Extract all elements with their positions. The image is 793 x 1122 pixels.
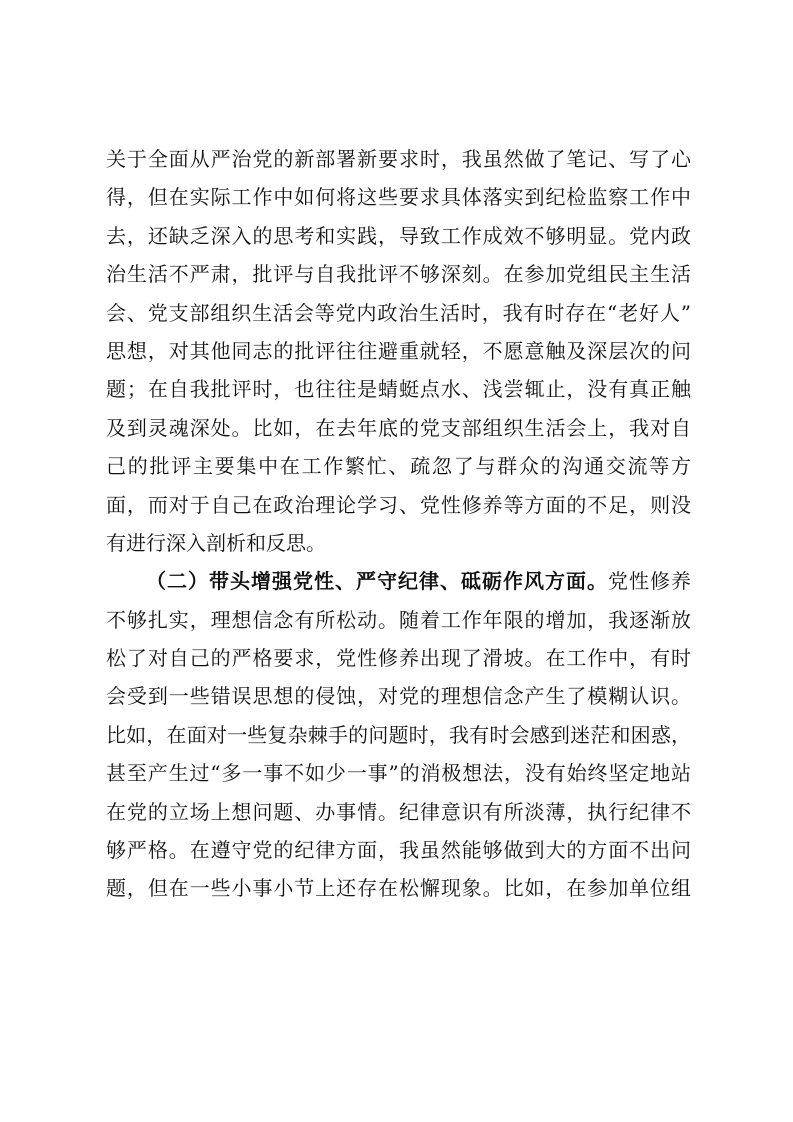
text-line: 会、党支部组织生活会等党内政治生活时，我有时存在“老好人” <box>106 300 691 325</box>
text-line: 够严格。在遵守党的纪律方面，我虽然能够做到大的方面不出问 <box>106 838 691 863</box>
text-line: 治生活不严肃，批评与自我批评不够深刻。在参加党组民主生活 <box>106 262 691 287</box>
text-line: 甚至产生过“多一事不如少一事”的消极想法，没有始终坚定地站 <box>106 761 691 786</box>
text-line: 题，但在一些小事小节上还存在松懈现象。比如，在参加单位组 <box>106 876 691 901</box>
text-line: 己的批评主要集中在工作繁忙、疏忽了与群众的沟通交流等方 <box>106 454 691 479</box>
text-line: 关于全面从严治党的新部署新要求时，我虽然做了笔记、写了心 <box>106 147 691 171</box>
text-line: 有进行深入剖析和反思。 <box>106 530 326 555</box>
document-body <box>106 140 691 908</box>
heading-line-rest: 党性修养 <box>608 569 691 594</box>
text-line: 及到灵魂深处。比如，在去年底的党支部组织生活会上，我对自 <box>106 415 691 440</box>
text-line: 会受到一些错误思想的侵蚀，对党的理想信念产生了模糊认识。 <box>106 684 691 709</box>
text-line: 题；在自我批评时，也往往是蜻蜓点水、浅尝辄止，没有真正触 <box>106 377 691 402</box>
text-line: 松了对自己的严格要求，党性修养出现了滑坡。在工作中，有时 <box>106 646 691 671</box>
section-heading: （二）带头增强党性、严守纪律、砥砺作风方面。 <box>146 569 608 594</box>
text-line: 比如，在面对一些复杂棘手的问题时，我有时会感到迷茫和困惑， <box>106 722 691 747</box>
text-line: 去，还缺乏深入的思考和实践，导致工作成效不够明显。党内政 <box>106 223 691 248</box>
text-line: 思想，对其他同志的批评往往避重就轻，不愿意触及深层次的问 <box>106 338 691 363</box>
text-line: 得，但在实际工作中如何将这些要求具体落实到纪检监察工作中 <box>106 185 691 210</box>
text-line: 面，而对于自己在政治理论学习、党性修养等方面的不足，则没 <box>106 492 691 517</box>
section-heading-line <box>106 562 691 600</box>
text-line: 不够扎实，理想信念有所松动。随着工作年限的增加，我逐渐放 <box>106 607 691 632</box>
text-line: 在党的立场上想问题、办事情。纪律意识有所淡薄，执行纪律不 <box>106 799 691 824</box>
